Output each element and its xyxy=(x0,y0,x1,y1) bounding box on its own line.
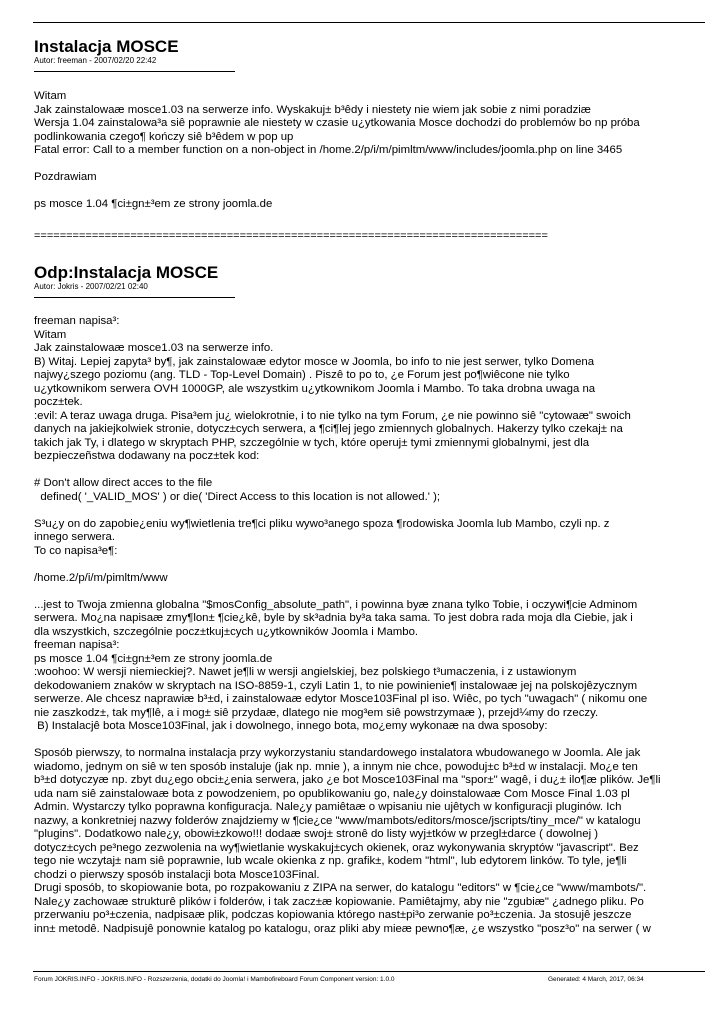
post-header-rule xyxy=(34,297,235,298)
top-rule xyxy=(33,22,705,23)
post-title: Instalacja MOSCE xyxy=(34,37,179,56)
footer-source: Forum JOKRIS.INFO - JOKRIS.INFO - Rozszerzenia, dodatki do Joomla! i Mambofireboard Forum Component version: 1.0.0 xyxy=(34,976,395,983)
post-title: Odp:Instalacja MOSCE xyxy=(34,263,219,282)
post-header-rule xyxy=(34,71,235,72)
post-meta: Autor: Jokris - 2007/02/21 02:40 xyxy=(34,282,148,291)
footer-rule xyxy=(33,971,705,972)
post-2 xyxy=(34,264,694,936)
post-separator: ================================================================================ xyxy=(34,230,548,242)
post-meta: Autor: freeman - 2007/02/20 22:42 xyxy=(34,56,157,65)
footer-generated: Generated: 4 March, 2017, 06:34 xyxy=(548,976,644,983)
post-1 xyxy=(34,38,694,212)
post-body: Witam Jak zainstalowaæ mosce1.03 na serwerze info. Wyskakuj± b³êdy i niestety nie wiem jak sobie z nimi poradziæ Wersja 1.04 zainstalowa³a siê poprawnie ale niestety w czasie u¿ytkowania Mosce dochodzi do problemów bo np próba podlinkowania czego¶ kończy siê b³êdem w pop up Fatal error: Call to a member function on a non-object in /home.2/p/i/m/pimltm/www/includes/joomla.php on line 3465 Pozdrawiam ps mosce 1.04 ¶ci±gn±³em ze strony joomla.de xyxy=(34,90,640,210)
post-body: freeman napisa³: Witam Jak zainstalowaæ mosce1.03 na serwerze info. B) Witaj. Lepiej zapyta³ by¶, jak zainstalowaæ edytor mosce w Joomla, bo info to nie jest serwer, tylko Domena najwy¿szego poziomu (ang. TLD - Top-Level Domain) . Piszê to po to, ¿e Forum jest po¶wiêcone nie tylko u¿ytkownikom serwera OVH 1000GP, ale wszystkim u¿ytkownikom Joomla i Mambo. To taka drobna uwaga na pocz±tek. :evil: A teraz uwaga druga. Pisa³em ju¿ wielokrotnie, i to nie tylko na tym Forum, ¿e nie powinno siê "cytowaæ" swoich danych na jakiejkolwiek stronie, dotycz±cych serwera, a ¶ci¶lej jego zmiennych globalnych. Hakerzy tylko czekaj± na takich jak Ty, i dlatego w skryptach PHP, szczególnie w tych, które operuj± tymi zmiennymi globalnymi, jest dla bezpieczeñstwa dodawany na pocz±tek kod: # Don't allow direct acces to the file defined( '_VALID_MOS' ) or die( 'Direct Access to this location is not allowed.' ); S³u¿y on do zapobie¿eniu wy¶wietlenia tre¶ci pliku wywo³anego spoza ¶rodowiska Joomla lub Mambo, czyli np. z innego serwera. To co napisa³e¶: /home.2/p/i/m/pimltm/www ...jest to Twoja zmienna globalna "$mosConfig_absolute_path", i powinna byæ znana tylko Tobie, i oczywi¶cie Adminom serwera. Mo¿na napisaæ zmy¶lon± ¶cie¿kê, byle by sk³adnia by³a taka sama. To jest dobra rada moja dla Ciebie, jak i dla wszystkich, szczególnie pocz±tkuj±cych u¿ytkowników Joomla i Mambo. freeman napisa³: ps mosce 1.04 ¶ci±gn±³em ze strony joomla.de :woohoo: W wersji niemieckiej?. Nawet je¶li w wersji angielskiej, bez polskiego t³umaczenia, i z ustawionym dekodowaniem znaków w skryptach na ISO-8859-1, czyli Latin 1, to nie powinienie¶ instalowaæ jej na polskojêzycznym serwerze. Ale chcesz naprawiæ b³±d, i zainstalowaæ edytor Mosce103Final pl iso. Wiêc, po tych "uwagach" ( nikomu one nie zaszkodz±, tak my¶lê, a i mog± siê przydaæ, dlatego nie mog³em siê powstrzymaæ ), przejd¼my do rzeczy. B) Instalacjê bota Mosce103Final, jak i dowolnego, innego bota, mo¿emy wykonaæ na dwa sposoby: Sposób pierwszy, to normalna instalacja przy wykorzystaniu standardowego instalatora wbudowanego w Joomla. Ale jak wiadomo, jednym on siê w ten sposób instaluje (jak np. mnie ), a innym nie chce, powoduj±c b³±d w instalacji. Mo¿e ten b³±d dotyczyæ np. zbyt du¿ego obci±¿enia serwera, jako ¿e bot Mosce103Final ma "spor±" wagê, i du¿± ilo¶æ plików. Je¶li uda nam siê zainstalowaæ bota z powodzeniem, po opublikowaniu go, nale¿y doinstalowaæ Com Mosce Final 1.03 pl Admin. Wystarczy tylko poprawna konfiguracja. Nale¿y pamiêtaæ o wpisaniu nie ujêtych w konfiguracji pluginów. Ich nazwy, a konkretniej nazwy folderów znajdziemy w ¶cie¿ce "www/mambots/editors/mosce/jscripts/tiny_mce/" w katalogu "plugins". Dodatkowo nale¿y, obowi±zkowo!!! dodaæ swoj± stronê do listy wyj±tków w przegl±darce ( dowolnej ) dotycz±cych pe³nego zezwolenia na wy¶wietlanie wyskakuj±cych okienek, oraz wykonywania skryptów "javascript". Bez tego nie wczytaj± nam siê poprawnie, lub wcale okienka z np. grafik±, kodem "html", lub edytorem linków. To tyle, je¶li chodzi o pierwszy sposób instalacji bota Mosce103Final. Drugi sposób, to skopiowanie bota, po rozpakowaniu z ZIPA na serwer, do katalogu "editors" w ¶cie¿ce "www/mambots/". Nale¿y zachowaæ strukturê plików i folderów, i tak zacz±æ kopiowanie. Pamiêtajmy, aby nie "zgubiæ" ¿adnego pliku. Po przerwaniu po³±czenia, nadpisaæ plik, podczas kopiowania którego nast±pi³o zerwanie po³±czenia. Ja stosujê jeszcze inn± metodê. Nadpisujê ponownie katalog po katalogu, oraz pliki aby mieæ pewno¶æ, ¿e wszystko "posz³o" na serwer ( w xyxy=(34,315,661,935)
